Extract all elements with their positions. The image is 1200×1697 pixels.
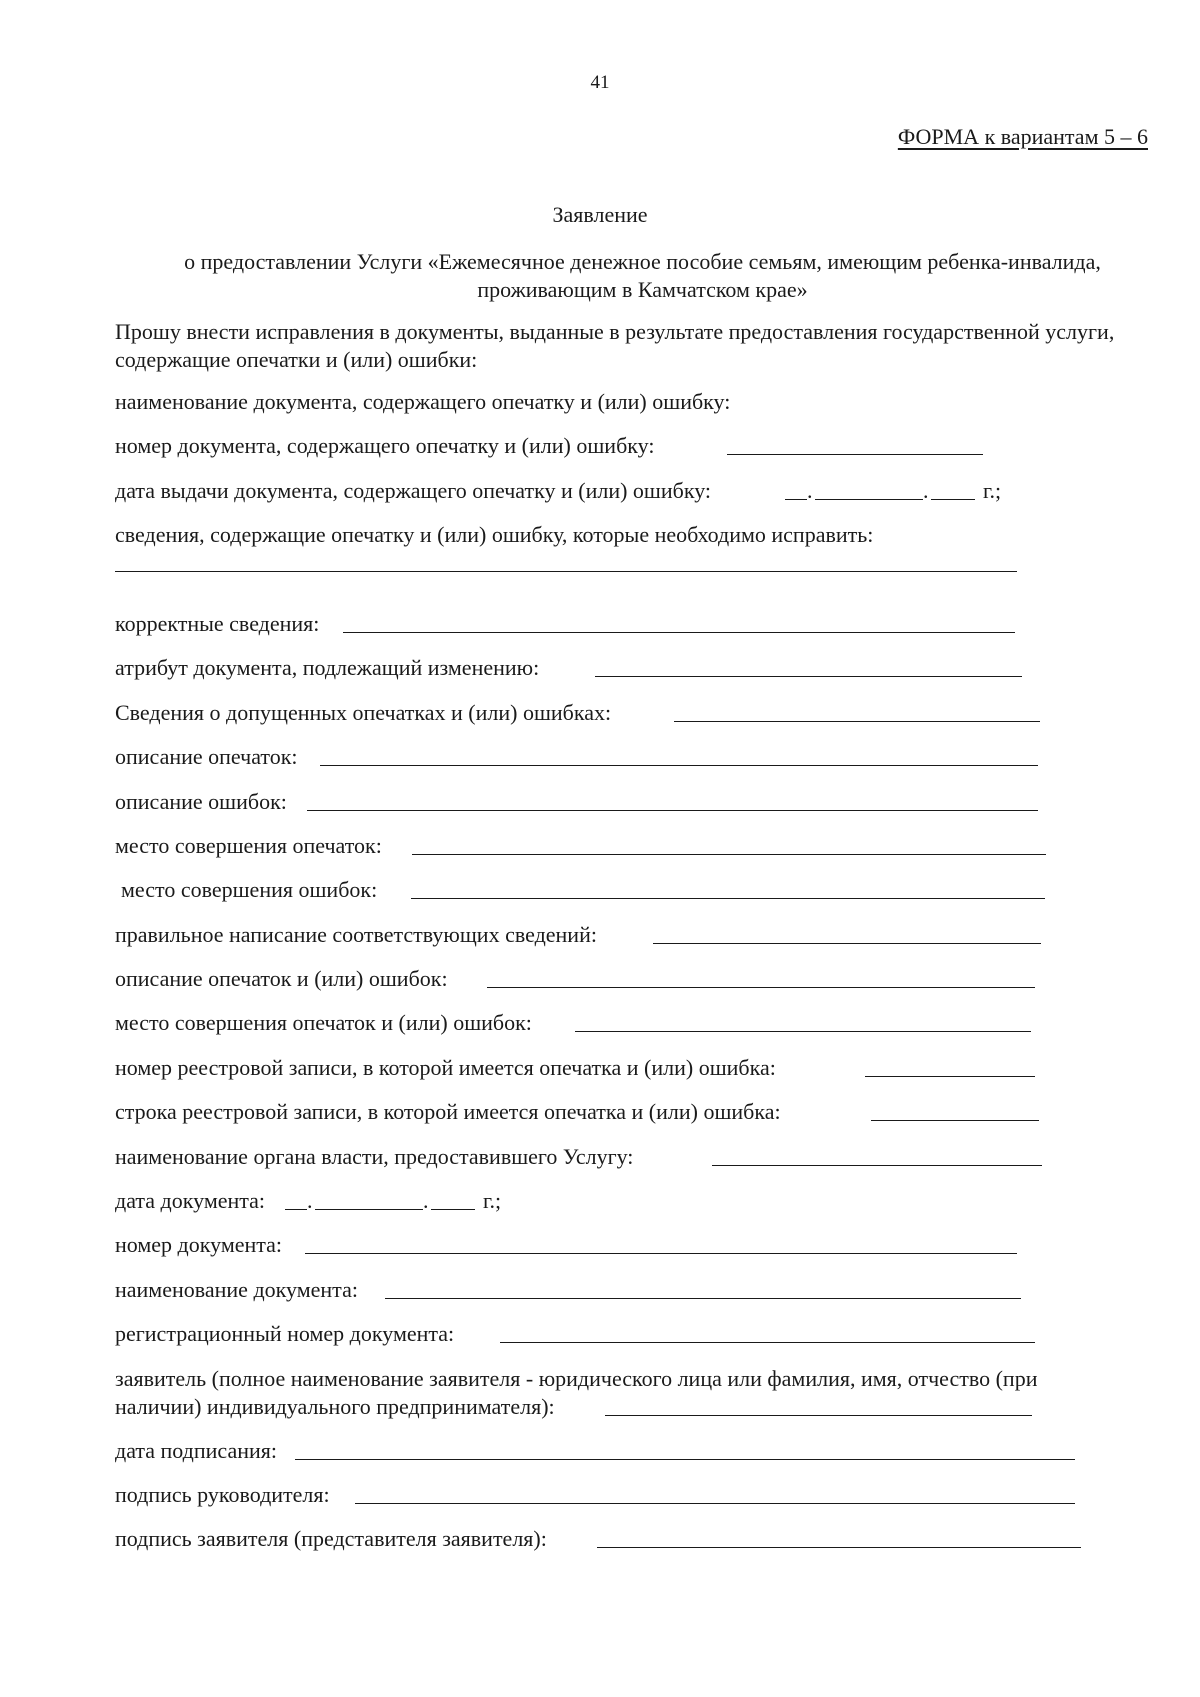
info-to-fix-blank[interactable] [115, 571, 1017, 572]
field-typo-error-place [115, 1009, 1115, 1053]
typo-desc-blank[interactable] [320, 765, 1038, 766]
field-typo-error-desc [115, 965, 1115, 1009]
field-doc-date [115, 1187, 1115, 1231]
date-suffix: г.; [983, 477, 1002, 503]
error-place-blank[interactable] [411, 898, 1045, 899]
field-info-to-fix-blank-row [115, 566, 1115, 610]
page-number: 41 [590, 72, 610, 93]
field-label: место совершения опечаток и (или) ошибок: [115, 1010, 532, 1036]
field-error-desc [115, 788, 1115, 832]
field-doc-number [115, 432, 1115, 476]
field-label: подпись руководителя: [115, 1481, 330, 1507]
issue-month-blank[interactable] [815, 499, 923, 500]
field-attribute [115, 654, 1115, 698]
error-desc-blank[interactable] [307, 810, 1038, 811]
doc-name2-blank[interactable] [385, 1298, 1021, 1299]
field-label: подпись заявителя (представителя заявителя): [115, 1526, 547, 1552]
field-label: место совершения ошибок: [121, 877, 378, 903]
form-reference: ФОРМА к вариантам 5 – 6 [897, 124, 1148, 149]
field-doc-number2 [115, 1231, 1115, 1275]
registry-line-blank[interactable] [871, 1120, 1039, 1121]
doc-number2-blank[interactable] [305, 1253, 1017, 1254]
field-label: дата выдачи документа, содержащего опечатку и (или) ошибку: [115, 477, 712, 503]
field-registry-number [115, 1054, 1115, 1098]
field-label: наименование органа власти, предоставившего Услугу: [115, 1143, 634, 1169]
date-dot: . [423, 1188, 429, 1214]
field-label: атрибут документа, подлежащий изменению: [115, 655, 540, 681]
field-reg-number [115, 1320, 1115, 1364]
field-authority [115, 1143, 1115, 1187]
document-subtitle [115, 248, 1170, 304]
correct-spelling-blank[interactable] [653, 943, 1041, 944]
field-label: дата документа: [115, 1188, 266, 1214]
typo-error-place-blank[interactable] [575, 1031, 1031, 1032]
field-typo-desc [115, 743, 1115, 787]
applicant-label-line-1: заявитель (полное наименование заявителя - юридического лица или фамилия, имя, отчество (при [115, 1365, 1038, 1391]
applicant-blank[interactable] [605, 1415, 1032, 1416]
authority-blank[interactable] [712, 1165, 1042, 1166]
form-fields [115, 388, 1115, 1570]
field-error-place [115, 876, 1115, 920]
field-label: описание опечаток и (или) ошибок: [115, 966, 448, 992]
field-info-to-fix [115, 521, 1115, 565]
document-title: Заявление [552, 202, 648, 227]
field-label: регистрационный номер документа: [115, 1321, 455, 1347]
field-head-signature [115, 1481, 1115, 1525]
field-label: описание опечаток: [115, 744, 298, 770]
intro-paragraph: Прошу внести исправления в документы, выданные в результате предоставления государственной услуги, содержащие опечатки и (или) ошибки: [115, 319, 1115, 372]
field-label: строка реестровой записи, в которой имеется опечатка и (или) ошибка: [115, 1099, 781, 1125]
field-doc-name [115, 388, 1115, 432]
typo-place-blank[interactable] [412, 854, 1046, 855]
date-dot: . [307, 1188, 313, 1214]
subtitle-line-2: проживающим в Камчатском крае» [477, 277, 808, 302]
field-issue-date [115, 477, 1115, 521]
reg-number-blank[interactable] [500, 1342, 1035, 1343]
attribute-blank[interactable] [595, 676, 1022, 677]
registry-number-blank[interactable] [865, 1076, 1035, 1077]
head-signature-blank[interactable] [355, 1503, 1075, 1504]
issue-year-blank[interactable] [931, 499, 975, 500]
field-label: номер реестровой записи, в которой имеется опечатка и (или) ошибка: [115, 1054, 776, 1080]
field-correct-info [115, 610, 1115, 654]
field-label: дата подписания: [115, 1437, 277, 1463]
applicant-signature-blank[interactable] [597, 1547, 1081, 1548]
field-label: Сведения о допущенных опечатках и (или) ошибках: [115, 699, 612, 725]
errors-info-blank[interactable] [674, 721, 1040, 722]
typo-error-desc-blank[interactable] [487, 987, 1035, 988]
field-doc-name2 [115, 1276, 1115, 1320]
applicant-label-line-2: наличии) индивидуального предпринимателя): [115, 1393, 555, 1419]
field-label: наименование документа: [115, 1276, 358, 1302]
field-typo-place [115, 832, 1115, 876]
correct-info-blank[interactable] [343, 632, 1015, 633]
subtitle-line-1: о предоставлении Услуги «Ежемесячное денежное пособие семьям, имеющим ребенка-инвалида, [184, 249, 1101, 274]
field-label: номер документа: [115, 1232, 283, 1258]
field-label: наименование документа, содержащего опечатку и (или) ошибку: [115, 389, 731, 414]
field-correct-spelling [115, 921, 1115, 965]
date-dot: . [807, 477, 813, 503]
field-label: корректные сведения: [115, 610, 320, 636]
doc-number-blank[interactable] [727, 454, 983, 455]
doc-day-blank[interactable] [285, 1209, 307, 1210]
field-label: правильное написание соответствующих сведений: [115, 921, 597, 947]
date-dot: . [923, 477, 929, 503]
doc-year-blank[interactable] [431, 1209, 475, 1210]
field-label: описание ошибок: [115, 788, 287, 814]
field-registry-line [115, 1098, 1115, 1142]
field-errors-info [115, 699, 1115, 743]
field-label: сведения, содержащие опечатку и (или) ошибку, которые необходимо исправить: [115, 522, 874, 548]
issue-day-blank[interactable] [785, 499, 807, 500]
sign-date-blank[interactable] [295, 1459, 1075, 1460]
field-applicant [115, 1365, 1115, 1437]
field-applicant-signature [115, 1525, 1115, 1569]
field-label: место совершения опечаток: [115, 832, 382, 858]
date-suffix: г.; [483, 1188, 502, 1214]
field-label: номер документа, содержащего опечатку и (или) ошибку: [115, 433, 655, 459]
field-sign-date [115, 1437, 1115, 1481]
doc-month-blank[interactable] [315, 1209, 423, 1210]
